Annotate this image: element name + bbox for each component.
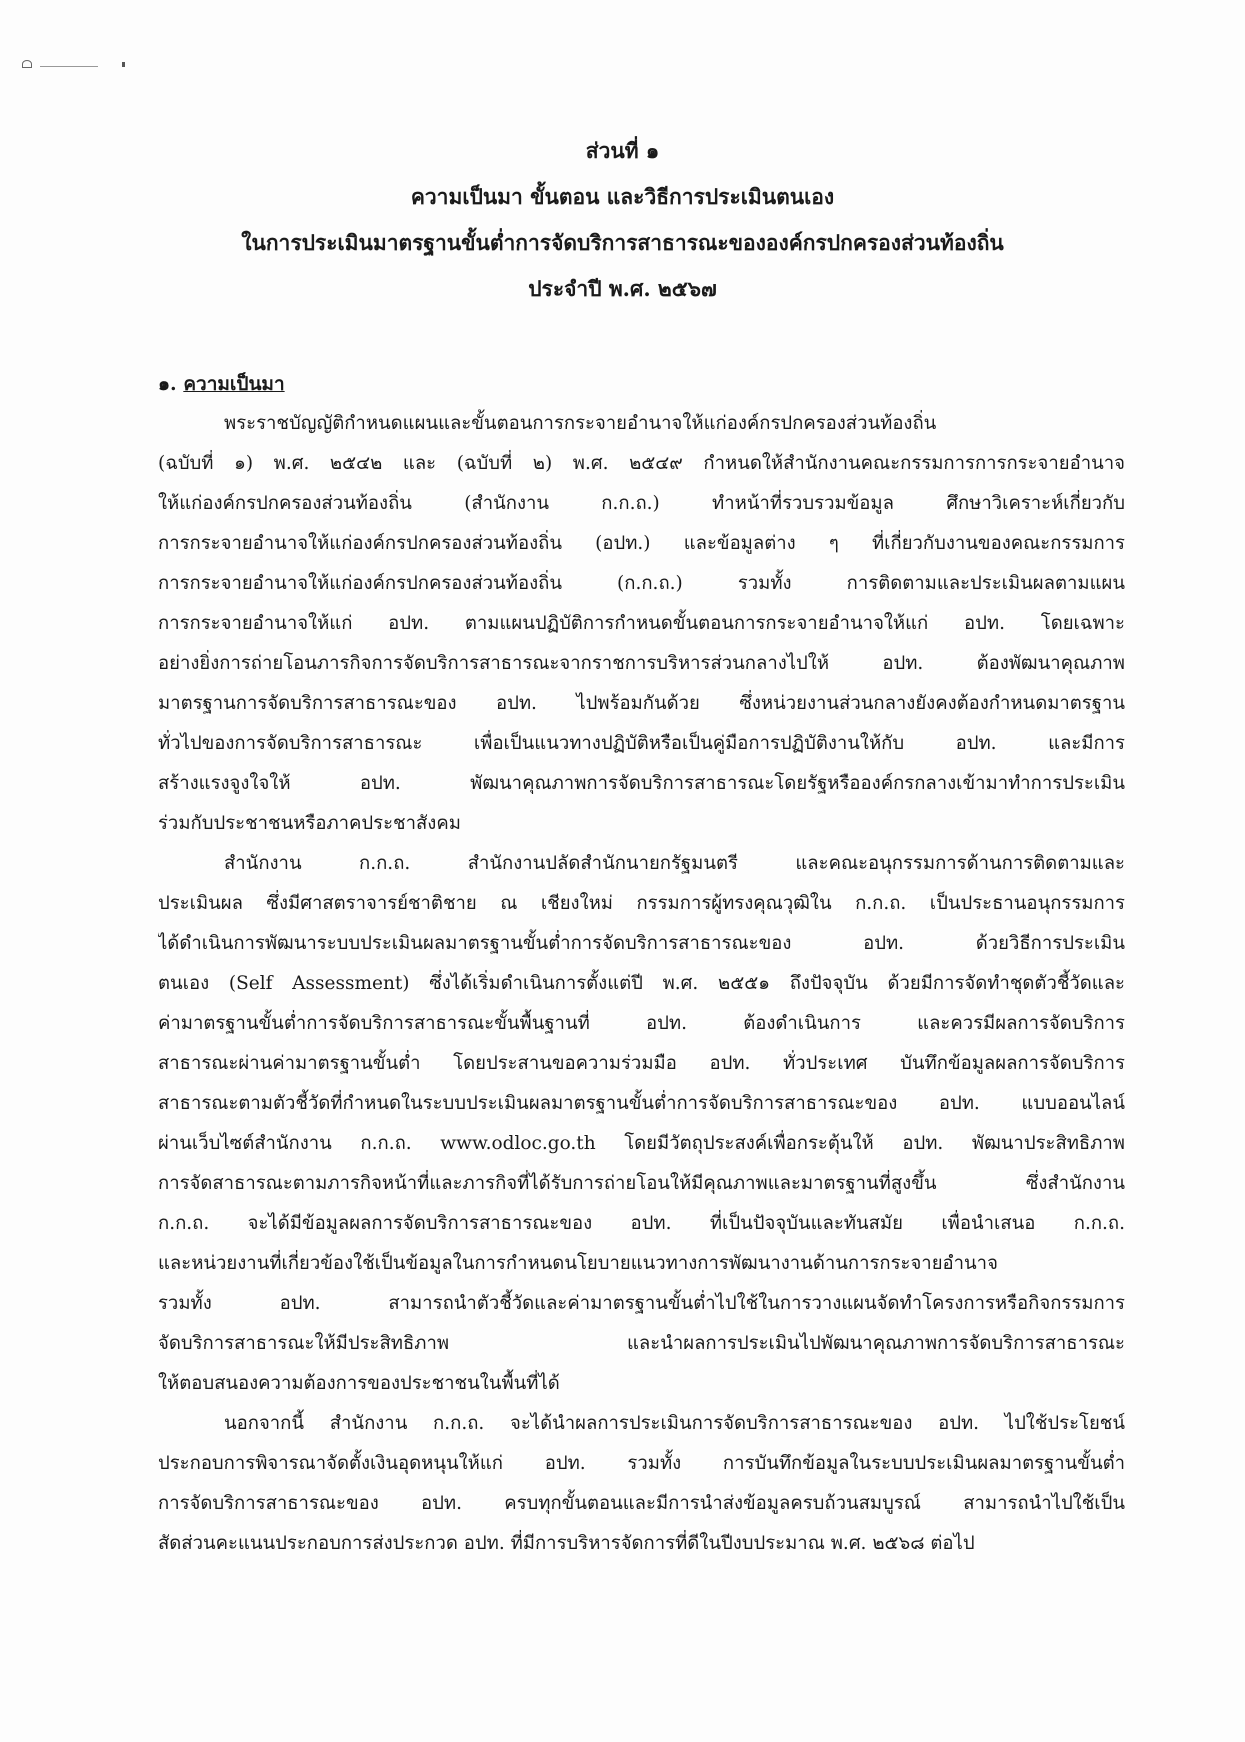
scan-dot xyxy=(22,60,32,68)
paragraph-line: พระราชบัญญัติกำหนดแผนและขั้นตอนการกระจายอำนาจให้แก่องค์กรปกครองส่วนท้องถิ่น xyxy=(224,413,937,434)
paragraph-line: การจัดสาธารณะตามภารกิจหน้าที่และภารกิจที่ได้รับการถ่ายโอนให้มีคุณภาพและมาตรฐานที่สูงขึ้น ซึ่งสำนักงาน xyxy=(158,1173,1125,1194)
paragraph-line: ประเมินผล ซึ่งมีศาสตราจารย์ชาติชาย ณ เชียงใหม่ กรรมการผู้ทรงคุณวุฒิใน ก.ก.ถ. เป็นประธานอนุกรรมการ xyxy=(158,893,1125,914)
scan-tick xyxy=(122,62,125,67)
paragraph-line: ทั่วไปของการจัดบริการสาธารณะ เพื่อเป็นแนวทางปฏิบัติหรือเป็นคู่มือการปฏิบัติงานให้กับ อปท. และมีการ xyxy=(158,733,1125,754)
paragraph-3 xyxy=(158,1404,1125,1564)
paragraph-line: ให้แก่องค์กรปกครองส่วนท้องถิ่น (สำนักงาน ก.ก.ถ.) ทำหน้าที่รวบรวมข้อมูล ศึกษาวิเคราะห์เกี่ยวกับ xyxy=(158,493,1125,514)
paragraph-line: และหน่วยงานที่เกี่ยวข้องใช้เป็นข้อมูลในการกำหนดนโยบายแนวทางการพัฒนางานด้านการกระจายอำนาจ xyxy=(158,1253,998,1274)
paragraph-line: การจัดบริการสาธารณะของ อปท. ครบทุกขั้นตอนและมีการนำส่งข้อมูลครบถ้วนสมบูรณ์ สามารถนำไปใช้เป็น xyxy=(158,1493,1125,1514)
section-title: ความเป็นมา xyxy=(183,373,285,395)
paragraph-line: ค่ามาตรฐานขั้นต่ำการจัดบริการสาธารณะขั้นพื้นฐานที่ อปท. ต้องดำเนินการ และควรมีผลการจัดบริการ xyxy=(158,1013,1125,1034)
paragraph-line: (ฉบับที่ ๑) พ.ศ. ๒๕๔๒ และ (ฉบับที่ ๒) พ.ศ. ๒๕๔๙ กำหนดให้สำนักงานคณะกรรมการการกระจายอำนาจ xyxy=(158,453,1125,474)
paragraph-line: ประกอบการพิจารณาจัดตั้งเงินอุดหนุนให้แก่ อปท. รวมทั้ง การบันทึกข้อมูลในระบบประเมินผลมาตรฐานขั้นต่ำ xyxy=(158,1453,1125,1474)
document-body xyxy=(158,364,1125,1564)
document-header xyxy=(0,128,1245,312)
paragraph-line: ก.ก.ถ. จะได้มีข้อมูลผลการจัดบริการสาธารณะของ อปท. ที่เป็นปัจจุบันและทันสมัย เพื่อนำเสนอ ก.ก.ถ. xyxy=(158,1213,1125,1234)
paragraph-line: จัดบริการสาธารณะให้มีประสิทธิภาพ และนำผลการประเมินไปพัฒนาคุณภาพการจัดบริการสาธารณะ xyxy=(158,1333,1125,1354)
paragraph-line: ผ่านเว็บไซต์สำนักงาน ก.ก.ถ. www.odloc.go.th โดยมีวัตถุประสงค์เพื่อกระตุ้นให้ อปท. พัฒนาประสิทธิภาพ xyxy=(158,1133,1125,1154)
section-number: ๑. xyxy=(158,373,177,395)
paragraph-line: สาธารณะผ่านค่ามาตรฐานขั้นต่ำ โดยประสานขอความร่วมมือ อปท. ทั่วประเทศ บันทึกข้อมูลผลการจัดบริการ xyxy=(158,1053,1125,1074)
paragraph-line: สร้างแรงจูงใจให้ อปท. พัฒนาคุณภาพการจัดบริการสาธารณะโดยรัฐหรือองค์กรกลางเข้ามาทำการประเมิน xyxy=(158,773,1125,794)
paragraph-line: สาธารณะตามตัวชี้วัดที่กำหนดในระบบประเมินผลมาตรฐานขั้นต่ำการจัดบริการสาธารณะของ อปท. แบบออนไลน์ xyxy=(158,1093,1125,1114)
paragraph-1 xyxy=(158,404,1125,844)
document-year: ประจำปี พ.ศ. ๒๕๖๗ xyxy=(528,276,717,301)
paragraph-line: นอกจากนี้ สำนักงาน ก.ก.ถ. จะได้นำผลการประเมินการจัดบริการสาธารณะของ อปท. ไปใช้ประโยชน์ xyxy=(224,1413,1125,1434)
paragraph-2 xyxy=(158,844,1125,1404)
paragraph-line: อย่างยิ่งการถ่ายโอนภารกิจการจัดบริการสาธารณะจากราชการบริหารส่วนกลางไปให้ อปท. ต้องพัฒนาคุณภาพ xyxy=(158,653,1125,674)
paragraph-line: สำนักงาน ก.ก.ถ. สำนักงานปลัดสำนักนายกรัฐมนตรี และคณะอนุกรรมการด้านการติดตามและ xyxy=(224,853,1125,874)
paragraph-line: การกระจายอำนาจให้แก่ อปท. ตามแผนปฏิบัติการกำหนดขั้นตอนการกระจายอำนาจให้แก่ อปท. โดยเฉพาะ xyxy=(158,613,1125,634)
paragraph-line: ให้ตอบสนองความต้องการของประชาชนในพื้นที่ได้ xyxy=(158,1373,560,1394)
part-title: ส่วนที่ ๑ xyxy=(585,138,660,163)
section-heading xyxy=(158,364,1125,404)
paragraph-line: สัดส่วนคะแนนประกอบการส่งประกวด อปท. ที่มีการบริหารจัดการที่ดีในปีงบประมาณ พ.ศ. ๒๕๖๘ ต่อไป xyxy=(158,1533,975,1554)
document-title: ความเป็นมา ขั้นตอน และวิธีการประเมินตนเอง xyxy=(410,184,835,209)
paragraph-line: ร่วมกับประชาชนหรือภาคประชาสังคม xyxy=(158,813,461,834)
paragraph-line: ตนเอง (Self Assessment) ซึ่งได้เริ่มดำเนินการตั้งแต่ปี พ.ศ. ๒๕๕๑ ถึงปัจจุบัน ด้วยมีการจัดทำชุดตัวชี้วัดและ xyxy=(158,973,1125,994)
paragraph-line: การกระจายอำนาจให้แก่องค์กรปกครองส่วนท้องถิ่น (อปท.) และข้อมูลต่าง ๆ ที่เกี่ยวกับงานของคณะกรรมการ xyxy=(158,533,1125,554)
document-subtitle: ในการประเมินมาตรฐานขั้นต่ำการจัดบริการสาธารณะขององค์กรปกครองส่วนท้องถิ่น xyxy=(241,230,1004,255)
scan-line xyxy=(40,66,98,67)
paragraph-line: การกระจายอำนาจให้แก่องค์กรปกครองส่วนท้องถิ่น (ก.ก.ถ.) รวมทั้ง การติดตามและประเมินผลตามแผน xyxy=(158,573,1125,594)
scan-artifact-mark xyxy=(22,58,112,72)
paragraph-line: ได้ดำเนินการพัฒนาระบบประเมินผลมาตรฐานขั้นต่ำการจัดบริการสาธารณะของ อปท. ด้วยวิธีการประเมิน xyxy=(158,933,1125,954)
paragraph-line: รวมทั้ง อปท. สามารถนำตัวชี้วัดและค่ามาตรฐานขั้นต่ำไปใช้ในการวางแผนจัดทำโครงการหรือกิจกรรมการ xyxy=(158,1293,1125,1314)
paragraph-line: มาตรฐานการจัดบริการสาธารณะของ อปท. ไปพร้อมกันด้วย ซึ่งหน่วยงานส่วนกลางยังคงต้องกำหนดมาตรฐาน xyxy=(158,693,1125,714)
